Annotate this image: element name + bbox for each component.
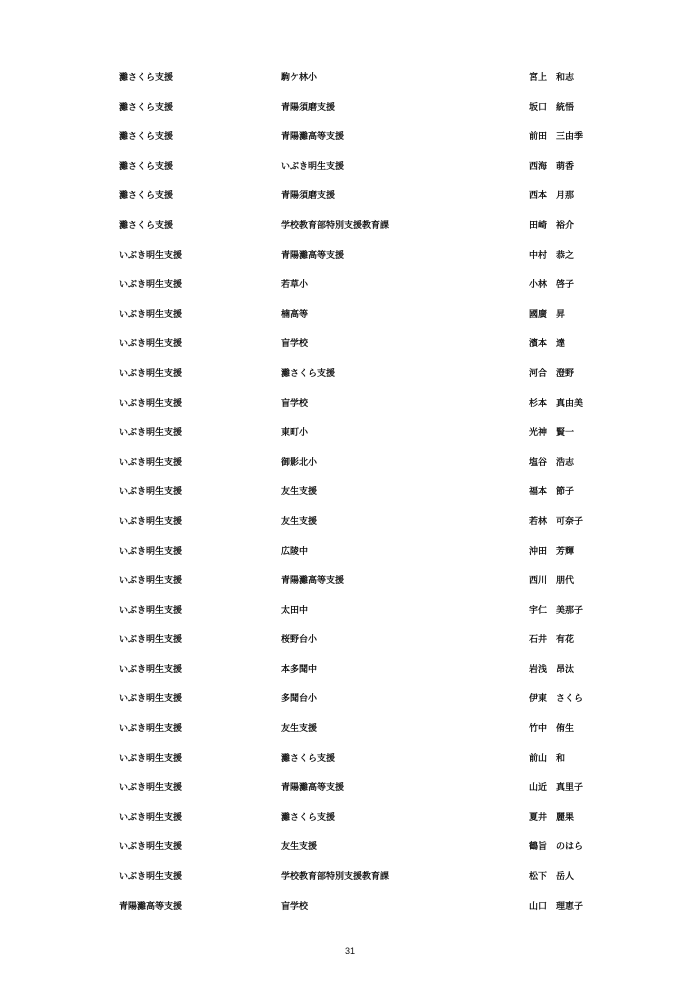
given-name: 賢一	[556, 428, 575, 439]
surname: 西川	[529, 576, 548, 587]
name-cell	[529, 869, 574, 885]
given-name: 昂汰	[556, 664, 575, 675]
surname: 山近	[529, 783, 548, 794]
table-row	[119, 248, 619, 278]
new-assignment-cell: 青陽灘高等支援	[281, 576, 345, 587]
new-assignment-cell: 友生支援	[281, 724, 318, 735]
given-name: 啓子	[556, 280, 575, 291]
surname: 伊東	[529, 694, 548, 705]
surname: 宮上	[529, 73, 548, 83]
new-assignment-cell: 灘さくら支援	[281, 753, 336, 764]
name-cell	[529, 603, 583, 619]
surname: 河合	[529, 368, 548, 379]
new-assignment-cell: 青陽灘高等支援	[281, 783, 345, 794]
given-name: 三由季	[556, 132, 584, 143]
table-row	[119, 839, 619, 869]
table-row	[119, 544, 619, 574]
surname: 石井	[529, 635, 548, 646]
surname: 竹中	[529, 724, 548, 735]
given-name: 浩志	[556, 457, 575, 468]
surname: 中村	[529, 250, 548, 261]
name-cell	[529, 573, 574, 589]
surname: 杉本	[529, 398, 548, 409]
current-school-cell: 灘さくら支援	[119, 161, 174, 172]
name-cell	[529, 839, 583, 855]
name-cell	[529, 691, 583, 707]
name-cell	[529, 721, 574, 737]
table-row	[119, 869, 619, 899]
new-assignment-cell: 盲学校	[281, 398, 309, 409]
given-name: 侑生	[556, 724, 575, 735]
name-cell	[529, 70, 574, 86]
table-row	[119, 307, 619, 337]
current-school-cell: いぶき明生支援	[119, 872, 183, 883]
table-row	[119, 188, 619, 218]
surname: 沖田	[529, 546, 548, 557]
current-school-cell: 灘さくら支援	[119, 102, 174, 113]
new-assignment-cell: 東町小	[281, 428, 309, 439]
new-assignment-cell: 駒ケ林小	[281, 73, 318, 83]
current-school-cell: いぶき明生支援	[119, 842, 183, 853]
given-name: 節子	[556, 487, 575, 498]
new-assignment-cell: 友生支援	[281, 487, 318, 498]
table-row	[119, 662, 619, 692]
surname: 塩谷	[529, 457, 548, 468]
current-school-cell: いぶき明生支援	[119, 309, 183, 320]
new-assignment-cell: 盲学校	[281, 901, 309, 912]
given-name: 統悟	[556, 102, 575, 113]
current-school-cell: いぶき明生支援	[119, 339, 183, 350]
current-school-cell: いぶき明生支援	[119, 516, 183, 527]
given-name: 岳人	[556, 872, 575, 883]
current-school-cell: いぶき明生支援	[119, 664, 183, 675]
given-name: 和志	[556, 73, 575, 83]
given-name: 達	[556, 339, 566, 350]
name-cell	[529, 751, 565, 767]
name-cell	[529, 810, 574, 826]
given-name: さくら	[556, 694, 584, 705]
given-name: 月那	[556, 191, 575, 202]
surname: 山口	[529, 901, 548, 912]
name-cell	[529, 632, 574, 648]
table-row	[119, 810, 619, 840]
table-row	[119, 218, 619, 248]
current-school-cell: いぶき明生支援	[119, 635, 183, 646]
surname: 福本	[529, 487, 548, 498]
current-school-cell: 灘さくら支援	[119, 220, 174, 231]
table-row	[119, 455, 619, 485]
table-row	[119, 159, 619, 189]
current-school-cell: いぶき明生支援	[119, 783, 183, 794]
current-school-cell: いぶき明生支援	[119, 812, 183, 823]
surname: 若林	[529, 516, 548, 527]
given-name: 澄野	[556, 368, 575, 379]
current-school-cell: いぶき明生支援	[119, 487, 183, 498]
current-school-cell: いぶき明生支援	[119, 694, 183, 705]
given-name: 美那子	[556, 605, 584, 616]
name-cell	[529, 100, 574, 116]
table-row	[119, 70, 619, 100]
new-assignment-cell: 広陵中	[281, 546, 309, 557]
current-school-cell: 灘さくら支援	[119, 191, 174, 202]
surname: 西海	[529, 161, 548, 172]
current-school-cell: 灘さくら支援	[119, 132, 174, 143]
table-row	[119, 632, 619, 662]
surname: 坂口	[529, 102, 548, 113]
new-assignment-cell: 太田中	[281, 605, 309, 616]
table-row	[119, 691, 619, 721]
current-school-cell: いぶき明生支援	[119, 280, 183, 291]
new-assignment-cell: 桜野台小	[281, 635, 318, 646]
given-name: 恭之	[556, 250, 575, 261]
name-cell	[529, 218, 574, 234]
given-name: 萌香	[556, 161, 575, 172]
surname: 濱本	[529, 339, 548, 350]
surname: 松下	[529, 872, 548, 883]
name-cell	[529, 544, 574, 560]
given-name: 理恵子	[556, 901, 584, 912]
name-cell	[529, 514, 583, 530]
surname: 西本	[529, 191, 548, 202]
given-name: 裕介	[556, 220, 575, 231]
new-assignment-cell: 若草小	[281, 280, 309, 291]
name-cell	[529, 336, 565, 352]
surname: 前田	[529, 132, 548, 143]
table-row	[119, 780, 619, 810]
table-row	[119, 899, 619, 929]
new-assignment-cell: 御影北小	[281, 457, 318, 468]
name-cell	[529, 455, 574, 471]
new-assignment-cell: 学校教育部特別支援教育課	[281, 872, 390, 883]
table-row	[119, 573, 619, 603]
current-school-cell: いぶき明生支援	[119, 724, 183, 735]
new-assignment-cell: 友生支援	[281, 516, 318, 527]
current-school-cell: いぶき明生支援	[119, 368, 183, 379]
new-assignment-cell: 楠高等	[281, 309, 309, 320]
new-assignment-cell: 多聞台小	[281, 694, 318, 705]
table-row	[119, 129, 619, 159]
table-row	[119, 425, 619, 455]
given-name: のはら	[556, 842, 584, 853]
new-assignment-cell: いぶき明生支援	[281, 161, 345, 172]
name-cell	[529, 396, 583, 412]
current-school-cell: いぶき明生支援	[119, 398, 183, 409]
given-name: 麗果	[556, 812, 575, 823]
given-name: 可奈子	[556, 516, 584, 527]
new-assignment-cell: 青陽灘高等支援	[281, 250, 345, 261]
surname: 前山	[529, 753, 548, 764]
name-cell	[529, 425, 574, 441]
current-school-cell: いぶき明生支援	[119, 457, 183, 468]
new-assignment-cell: 青陽須磨支援	[281, 191, 336, 202]
table-row	[119, 277, 619, 307]
given-name: 有花	[556, 635, 575, 646]
current-school-cell: いぶき明生支援	[119, 753, 183, 764]
new-assignment-cell: 青陽須磨支援	[281, 102, 336, 113]
given-name: 真由美	[556, 398, 584, 409]
surname: 田崎	[529, 220, 548, 231]
given-name: 和	[556, 753, 566, 764]
new-assignment-cell: 灘さくら支援	[281, 812, 336, 823]
current-school-cell: いぶき明生支援	[119, 546, 183, 557]
table-row	[119, 514, 619, 544]
surname: 光神	[529, 428, 548, 439]
new-assignment-cell: 盲学校	[281, 339, 309, 350]
table-row	[119, 100, 619, 130]
surname: 宇仁	[529, 605, 548, 616]
current-school-cell: いぶき明生支援	[119, 428, 183, 439]
table-row	[119, 366, 619, 396]
surname: 小林	[529, 280, 548, 291]
personnel-table	[119, 70, 619, 928]
current-school-cell: いぶき明生支援	[119, 576, 183, 587]
given-name: 昇	[556, 309, 566, 320]
table-row	[119, 396, 619, 426]
name-cell	[529, 188, 574, 204]
new-assignment-cell: 青陽灘高等支援	[281, 132, 345, 143]
given-name: 芳輝	[556, 546, 575, 557]
name-cell	[529, 780, 583, 796]
surname: 岩浅	[529, 664, 548, 675]
new-assignment-cell: 本多聞中	[281, 664, 318, 675]
surname: 夏井	[529, 812, 548, 823]
given-name: 真里子	[556, 783, 584, 794]
current-school-cell: 灘さくら支援	[119, 73, 174, 83]
name-cell	[529, 277, 574, 293]
name-cell	[529, 662, 574, 678]
given-name: 朋代	[556, 576, 575, 587]
table-row	[119, 336, 619, 366]
surname: 鶴旨	[529, 842, 548, 853]
name-cell	[529, 366, 574, 382]
page-number: 31	[344, 946, 355, 956]
current-school-cell: いぶき明生支援	[119, 250, 183, 261]
name-cell	[529, 899, 583, 915]
table-row	[119, 603, 619, 633]
name-cell	[529, 307, 565, 323]
name-cell	[529, 129, 583, 145]
current-school-cell: 青陽灘高等支援	[119, 901, 183, 912]
table-row	[119, 751, 619, 781]
table-row	[119, 721, 619, 751]
name-cell	[529, 484, 574, 500]
new-assignment-cell: 学校教育部特別支援教育課	[281, 220, 390, 231]
surname: 國廣	[529, 309, 548, 320]
name-cell	[529, 159, 574, 175]
name-cell	[529, 248, 574, 264]
table-row	[119, 484, 619, 514]
current-school-cell: いぶき明生支援	[119, 605, 183, 616]
new-assignment-cell: 友生支援	[281, 842, 318, 853]
new-assignment-cell: 灘さくら支援	[281, 368, 336, 379]
